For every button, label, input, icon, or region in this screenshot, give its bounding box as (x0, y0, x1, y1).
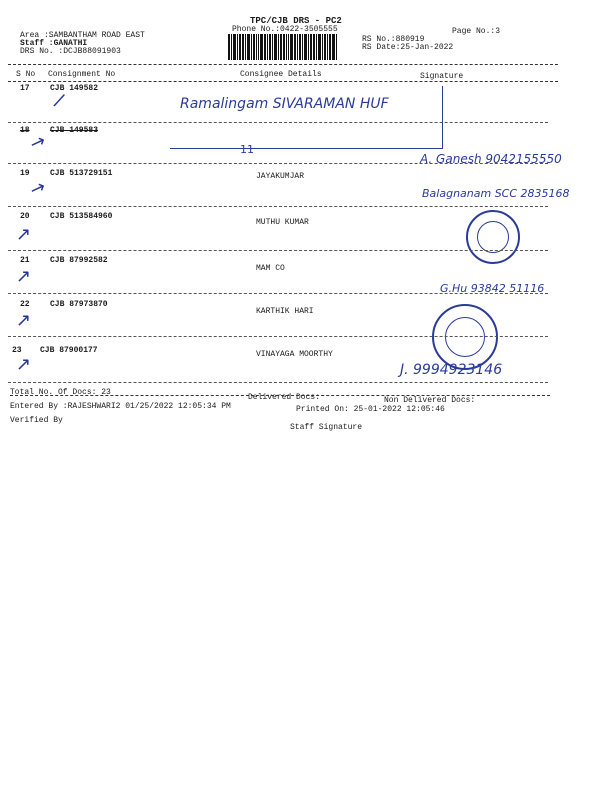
row-consignee: MAM CO (256, 264, 285, 273)
company-seal (432, 304, 498, 370)
row-consignee: VINAYAGA MOORTHY (256, 350, 333, 359)
row-consignee: JAYAKUMJAR (256, 172, 305, 181)
tick-mark-icon: ↗ (16, 266, 32, 287)
handwritten-mark: 11 (240, 143, 254, 156)
non-delivered-docs: Non Delivered Docs: (384, 396, 476, 405)
printed-on: Printed On: 25-01-2022 12:05:46 (296, 405, 445, 414)
barcode (228, 34, 354, 60)
row-divider (8, 122, 548, 123)
row-sno: 19 (20, 169, 30, 178)
tick-mark-icon: ↗ (26, 176, 49, 201)
col-sno: S No (16, 70, 36, 79)
row-divider (8, 336, 548, 337)
col-consignment: Consignment No (48, 70, 116, 79)
entered-by: Entered By :RAJESHWARI2 01/25/2022 12:05:34 PM (10, 402, 231, 411)
drs-number: DRS No. :DCJB88091903 (20, 47, 121, 56)
row-divider (8, 163, 548, 164)
divider (10, 395, 550, 396)
handwritten-signature: A. Ganesh 9042155550 (420, 152, 562, 166)
row-consignment: CJB 149582 (50, 84, 99, 93)
row-divider (8, 250, 548, 251)
row-consignee: MUTHU KUMAR (256, 218, 309, 227)
handwritten-name: Ramalingam SIVARAMAN HUF (180, 96, 389, 112)
document-title: TPC/CJB DRS - PC2 (250, 16, 342, 26)
tick-mark-icon: ↗ (16, 354, 32, 375)
row-consignment: CJB 87992582 (50, 256, 108, 265)
col-signature: Signature (420, 72, 464, 81)
delivered-docs: Delivered Docs: (248, 393, 321, 402)
staff-signature: Staff Signature (290, 423, 363, 432)
tick-mark-icon: ↗ (16, 224, 32, 245)
rs-date: RS Date:25-Jan-2022 (362, 43, 454, 52)
divider (8, 64, 558, 65)
row-consignment: CJB 513729151 (50, 169, 113, 178)
handwritten-signature: J. 9994923146 (400, 362, 503, 378)
row-divider (8, 293, 548, 294)
row-sno: 21 (20, 256, 30, 265)
total-docs: Total No. Of Docs: 23 (10, 388, 111, 397)
handwritten-signature: G.Hu 93842 51116 (440, 282, 545, 295)
row-sno: 23 (12, 346, 22, 355)
tick-mark-icon: / (51, 89, 67, 112)
row-consignment: CJB 87973870 (50, 300, 108, 309)
staff-label: Staff :GANATHI (20, 39, 88, 48)
phone-number: Phone No.:0422-3505555 (232, 25, 338, 34)
tick-mark-icon: ↗ (26, 130, 49, 155)
row-divider (8, 206, 548, 207)
rs-number: RS No.:880919 (362, 35, 425, 44)
area-label: Area :SAMBANTHAM ROAD EAST (20, 31, 145, 40)
verified-by: Verified By (10, 416, 63, 425)
row-consignment: CJB 87900177 (40, 346, 98, 355)
row-divider (8, 382, 548, 383)
row-sno: 18 (20, 126, 30, 135)
col-consignee: Consignee Details (240, 70, 322, 79)
row-sno: 20 (20, 212, 30, 221)
row-sno: 17 (20, 84, 30, 93)
company-seal (466, 210, 520, 264)
handwritten-signature: Balagnanam SCC 2835168 (422, 187, 570, 200)
row-sno: 22 (20, 300, 30, 309)
handwritten-box (170, 86, 443, 149)
row-consignment: CJB 149583 (50, 126, 99, 135)
row-consignment: CJB 513584960 (50, 212, 113, 221)
divider (8, 81, 558, 82)
tick-mark-icon: ↗ (16, 310, 32, 331)
page-number: Page No.:3 (452, 27, 501, 36)
row-consignee: KARTHIK HARI (256, 307, 314, 316)
